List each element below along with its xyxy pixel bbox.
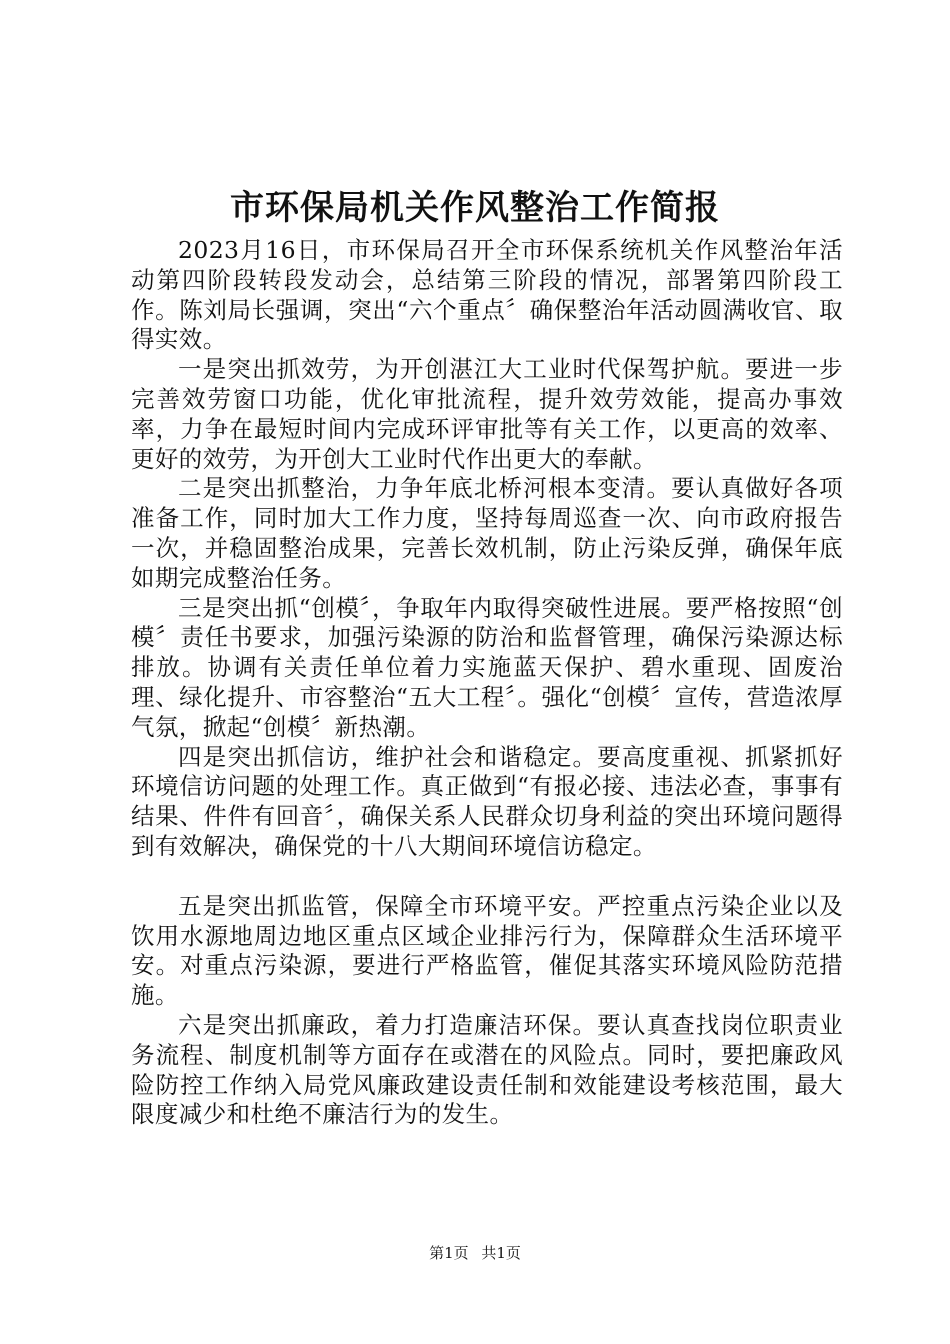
paragraph-point-4: 四是突出抓信访，维护社会和谐稳定。要高度重视、抓紧抓好环境信访问题的处理工作。真正做到“有报必接、违法必查，事事有结果、件件有回音〞，确保关系人民群众切身利益的突出环境问题得到有效解决，确保党的十八大期间环境信访稳定。: [131, 742, 843, 860]
page-total: 共1页: [481, 1244, 521, 1262]
paragraph-point-2: 二是突出抓整治，力争年底北桥河根本变清。要认真做好各项准备工作，同时加大工作力度，坚持每周巡查一次、向市政府报告一次，并稳固整治成果，完善长效机制，防止污染反弹，确保年底如期完成整治任务。: [131, 474, 843, 592]
paragraph-point-3: 三是突出抓“创模〞，争取年内取得突破性进展。要严格按照“创模〞责任书要求，加强污染源的防治和监督管理，确保污染源达标排放。协调有关责任单位着力实施蓝天保护、碧水重现、固废治理、绿化提升、市容整治“五大工程〞。强化“创模〞宣传，营造浓厚气氛，掀起“创模〞新热潮。: [131, 593, 843, 741]
paragraph-point-1: 一是突出抓效劳，为开创湛江大工业时代保驾护航。要进一步完善效劳窗口功能，优化审批流程，提升效劳效能，提高办事效率，力争在最短时间内完成环评审批等有关工作，以更高的效率、更好的效劳，为开创大工业时代作出更大的奉献。: [131, 355, 843, 473]
page-number: 第1页: [429, 1244, 469, 1262]
paragraph-intro: 2023月16日，市环保局召开全市环保系统机关作风整治年活动第四阶段转段发动会，总结第三阶段的情况，部署第四阶段工作。陈刘局长强调，突出“六个重点〞确保整治年活动圆满收官、取得实效。: [131, 236, 843, 354]
page-footer: [0, 1243, 950, 1263]
document-body: [131, 236, 843, 1130]
document-title: 市环保局机关作风整治工作简报: [230, 188, 720, 228]
paragraph-point-5: 五是突出抓监管，保障全市环境平安。严控重点污染企业以及饮用水源地周边地区重点区域企业排污行为，保障群众生活环境平安。对重点污染源，要进行严格监管，催促其落实环境风险防范措施。: [131, 891, 843, 1010]
paragraph-point-6: 六是突出抓廉政，着力打造廉洁环保。要认真查找岗位职责业务流程、制度机制等方面存在或潜在的风险点。同时，要把廉政风险防控工作纳入局党风廉政建设责任制和效能建设考核范围，最大限度减少和杜绝不廉洁行为的发生。: [131, 1010, 843, 1129]
